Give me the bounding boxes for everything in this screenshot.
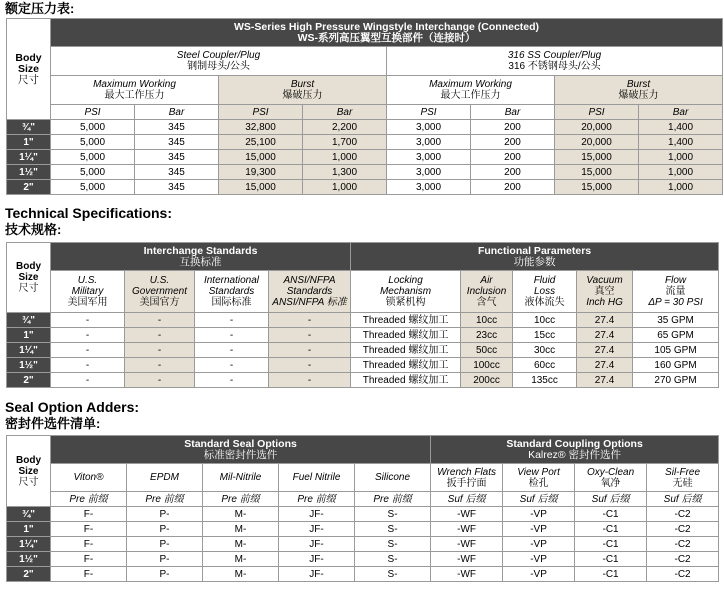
col-label: Mil-Nitrile: [219, 472, 262, 483]
table-cell: -VP: [503, 507, 575, 522]
table-cell: 1,700: [303, 135, 387, 150]
table-cell: 60cc: [513, 358, 577, 373]
col-label: Vacuum: [586, 275, 623, 286]
standard-seal-options-label: Standard Seal Options: [184, 437, 297, 450]
bar-unit: Bar: [471, 105, 555, 120]
prefix-label: Pre 前缀: [279, 492, 355, 507]
ss-coupler-header: [387, 47, 723, 76]
table-cell: 15cc: [513, 328, 577, 343]
col-flow: [633, 271, 719, 313]
col-label-zh: 锁紧机构: [385, 297, 426, 308]
table-cell: -: [269, 313, 351, 328]
pressure-table-header: [51, 19, 723, 47]
table-cell: 345: [135, 165, 219, 180]
col-label: ANSI/NFPA 标准: [272, 297, 347, 308]
table-cell: -: [195, 373, 269, 388]
prefix-label: Pre 前缀: [203, 492, 279, 507]
table-cell: 100cc: [461, 358, 513, 373]
col-label: ANSI/NFPA: [283, 275, 336, 286]
body-size-value: 1¼": [7, 150, 51, 165]
table-cell: 345: [135, 180, 219, 195]
body-size-value: 1": [7, 522, 51, 537]
psi-unit: PSI: [555, 105, 639, 120]
table-cell: 32,800: [219, 120, 303, 135]
table-cell: 3,000: [387, 180, 471, 195]
table-cell: S-: [355, 522, 431, 537]
psi-unit: PSI: [219, 105, 303, 120]
body-size-value: 2": [7, 180, 51, 195]
col-label: Sil-Free: [665, 466, 701, 478]
burst-header: [219, 76, 387, 105]
table-cell: 345: [135, 150, 219, 165]
table-cell: P-: [127, 522, 203, 537]
col-label: Silicone: [375, 472, 411, 483]
table-row: [7, 150, 723, 165]
col-label: ΔP = 30 PSI: [648, 297, 703, 308]
col-label: EPDM: [150, 472, 179, 483]
table-row: [7, 507, 719, 522]
max-working-label: Maximum Working: [93, 79, 176, 90]
table-cell: 1,000: [639, 180, 723, 195]
table-cell: 65 GPM: [633, 328, 719, 343]
table-cell: JF-: [279, 507, 355, 522]
table-cell: -VP: [503, 552, 575, 567]
table-cell: -: [125, 373, 195, 388]
table-cell: M-: [203, 552, 279, 567]
functional-params-label-zh: 功能参数: [513, 255, 556, 268]
table-cell: JF-: [279, 522, 355, 537]
table-cell: 20,000: [555, 120, 639, 135]
table-cell: 5,000: [51, 150, 135, 165]
ss-coupler-label-zh: 316 不锈钢母头/公头: [508, 61, 601, 72]
table-cell: M-: [203, 537, 279, 552]
table-cell: 1,400: [639, 120, 723, 135]
table-cell: 200: [471, 120, 555, 135]
table-cell: Threaded 螺纹加工: [351, 373, 461, 388]
table-row: [7, 328, 719, 343]
col-label: Fuel Nitrile: [292, 472, 341, 483]
table-cell: 15,000: [555, 150, 639, 165]
col-label-zh: 真空: [594, 286, 615, 297]
body-size-value: 1¼": [7, 537, 51, 552]
bar-unit: Bar: [639, 105, 723, 120]
table-cell: 5,000: [51, 165, 135, 180]
col-label-zh: 无硅: [672, 477, 693, 489]
table-cell: M-: [203, 567, 279, 582]
table-cell: 35 GPM: [633, 313, 719, 328]
table-cell: S-: [355, 537, 431, 552]
table-cell: -: [125, 328, 195, 343]
pressure-section-title: 额定压力表:: [5, 1, 75, 16]
body-size-value: 2": [7, 567, 51, 582]
standard-seal-options-header: [51, 436, 431, 464]
col-fuel-nitrile: [279, 464, 355, 492]
col-us-military: [51, 271, 125, 313]
table-cell: 200: [471, 165, 555, 180]
table-cell: 5,000: [51, 180, 135, 195]
table-cell: 27.4: [577, 328, 633, 343]
table-cell: 345: [135, 135, 219, 150]
seal-section-title-zh: 密封件选件清单:: [5, 416, 101, 431]
tech-section-title-zh: 技术规格:: [5, 222, 62, 237]
steel-coupler-label: Steel Coupler/Plug: [176, 50, 261, 61]
pressure-header-en: WS-Series High Pressure Wingstyle Interchange (Connected): [234, 20, 540, 33]
table-cell: 20,000: [555, 135, 639, 150]
table-cell: P-: [127, 552, 203, 567]
prefix-label: Pre 前缀: [355, 492, 431, 507]
steel-coupler-label-zh: 钢制母头/公头: [187, 61, 250, 72]
body-size-value: 1½": [7, 552, 51, 567]
col-label: Standards: [208, 286, 255, 297]
table-cell: 200: [471, 150, 555, 165]
table-cell: 270 GPM: [633, 373, 719, 388]
standard-seal-options-label-zh: 标准密封件选件: [203, 448, 278, 461]
table-row: [7, 567, 719, 582]
burst-header: [555, 76, 723, 105]
body-size-label-zh: 尺寸: [18, 73, 39, 86]
table-cell: 27.4: [577, 373, 633, 388]
table-cell: 1,000: [639, 165, 723, 180]
table-cell: -WF: [431, 507, 503, 522]
table-cell: -: [195, 358, 269, 373]
col-label-zh: 流量: [665, 286, 686, 297]
table-cell: 200cc: [461, 373, 513, 388]
table-cell: -C2: [647, 537, 719, 552]
col-sil-free: [647, 464, 719, 492]
burst-label: Burst: [626, 79, 651, 90]
table-cell: Threaded 螺纹加工: [351, 343, 461, 358]
steel-coupler-header: [51, 47, 387, 76]
table-cell: 15,000: [555, 165, 639, 180]
pressure-header-zh: WS-系列高压翼型互换部件（连接时）: [297, 31, 476, 44]
col-international-standards: [195, 271, 269, 313]
col-vacuum: [577, 271, 633, 313]
col-label: Locking: [388, 275, 423, 286]
col-ansi-nfpa: [269, 271, 351, 313]
table-cell: -C1: [575, 522, 647, 537]
col-fluid-loss: [513, 271, 577, 313]
table-cell: P-: [127, 507, 203, 522]
table-cell: -VP: [503, 567, 575, 582]
suffix-label: Suf 后缀: [647, 492, 719, 507]
seal-options-table: [6, 435, 719, 582]
col-oxy-clean: [575, 464, 647, 492]
col-label: Viton®: [73, 472, 104, 483]
col-label: Air: [480, 275, 493, 286]
functional-params-header: [351, 243, 719, 271]
table-cell: 15,000: [219, 150, 303, 165]
table-row: [7, 522, 719, 537]
table-cell: M-: [203, 507, 279, 522]
col-air-inclusion: [461, 271, 513, 313]
body-size-header: [7, 19, 51, 120]
max-working-label-zh: 最大工作压力: [440, 90, 501, 101]
burst-label-zh: 爆破压力: [618, 90, 659, 101]
table-cell: -WF: [431, 522, 503, 537]
col-label: International: [203, 275, 260, 286]
table-cell: -: [195, 343, 269, 358]
table-row: [7, 552, 719, 567]
table-cell: -WF: [431, 537, 503, 552]
max-working-label: Maximum Working: [429, 79, 512, 90]
max-working-header: [387, 76, 555, 105]
col-label-zh: 国际标准: [211, 297, 252, 308]
psi-unit: PSI: [387, 105, 471, 120]
body-size-label-zh: 尺寸: [18, 476, 39, 488]
table-cell: 3,000: [387, 135, 471, 150]
col-label-zh: 检孔: [528, 477, 549, 489]
table-cell: 50cc: [461, 343, 513, 358]
table-row: [7, 135, 723, 150]
col-label-zh: 扳手拧面: [446, 477, 487, 489]
table-cell: -: [125, 343, 195, 358]
table-row: [7, 373, 719, 388]
ss-coupler-label: 316 SS Coupler/Plug: [507, 50, 602, 61]
table-cell: JF-: [279, 567, 355, 582]
table-cell: -C2: [647, 567, 719, 582]
table-cell: -: [125, 358, 195, 373]
table-cell: -WF: [431, 567, 503, 582]
body-size-value: ¾": [7, 313, 51, 328]
table-row: [7, 537, 719, 552]
table-cell: 5,000: [51, 135, 135, 150]
body-size-value: 1": [7, 135, 51, 150]
col-label-zh: 美国官方: [139, 297, 180, 308]
table-cell: 345: [135, 120, 219, 135]
table-cell: -C2: [647, 552, 719, 567]
interchange-standards-label: Interchange Standards: [143, 244, 258, 257]
table-cell: Threaded 螺纹加工: [351, 328, 461, 343]
col-locking-mechanism: [351, 271, 461, 313]
table-cell: 3,000: [387, 120, 471, 135]
table-row: [7, 358, 719, 373]
table-cell: -C1: [575, 537, 647, 552]
table-cell: 10cc: [461, 313, 513, 328]
table-cell: 3,000: [387, 150, 471, 165]
col-label: Military: [71, 286, 104, 297]
col-label: Oxy-Clean: [586, 466, 635, 478]
interchange-standards-label-zh: 互换标准: [179, 255, 222, 268]
table-cell: -: [269, 328, 351, 343]
table-cell: 15,000: [219, 180, 303, 195]
table-cell: -: [195, 313, 269, 328]
col-label: Mechanism: [379, 286, 432, 297]
table-cell: P-: [127, 567, 203, 582]
max-working-label-zh: 最大工作压力: [104, 90, 165, 101]
table-cell: 200: [471, 135, 555, 150]
table-cell: 30cc: [513, 343, 577, 358]
bar-unit: Bar: [135, 105, 219, 120]
table-cell: 1,000: [303, 180, 387, 195]
psi-unit: PSI: [51, 105, 135, 120]
max-working-header: [51, 76, 219, 105]
table-cell: Threaded 螺纹加工: [351, 358, 461, 373]
col-label: Wrench Flats: [437, 466, 497, 478]
functional-params-label: Functional Parameters: [477, 244, 592, 257]
col-label: View Port: [517, 466, 560, 478]
standard-coupling-options-label: Standard Coupling Options: [506, 437, 643, 450]
pressure-ratings-table: [6, 18, 723, 195]
col-label: Fluid: [533, 275, 556, 286]
col-label: U.S.: [149, 275, 170, 286]
table-cell: -: [269, 343, 351, 358]
col-label-zh: 美国军用: [67, 297, 108, 308]
table-cell: F-: [51, 552, 127, 567]
burst-label-zh: 爆破压力: [282, 90, 323, 101]
prefix-label: Pre 前缀: [127, 492, 203, 507]
table-cell: JF-: [279, 552, 355, 567]
col-mil-nitrile: [203, 464, 279, 492]
table-cell: 25,100: [219, 135, 303, 150]
table-cell: 27.4: [577, 343, 633, 358]
table-row: [7, 313, 719, 328]
table-cell: -C1: [575, 552, 647, 567]
col-label: Flow: [664, 275, 687, 286]
table-cell: 200: [471, 180, 555, 195]
table-cell: F-: [51, 522, 127, 537]
body-size-value: 1": [7, 328, 51, 343]
col-us-government: [125, 271, 195, 313]
suffix-label: Suf 后缀: [575, 492, 647, 507]
body-size-label-zh: 尺寸: [18, 283, 39, 294]
table-cell: 135cc: [513, 373, 577, 388]
body-size-value: 1¼": [7, 343, 51, 358]
table-cell: 1,400: [639, 135, 723, 150]
table-cell: 5,000: [51, 120, 135, 135]
table-cell: -: [51, 373, 125, 388]
body-size-label: Body Size: [16, 454, 41, 477]
table-cell: -: [51, 343, 125, 358]
table-cell: -C1: [575, 507, 647, 522]
table-cell: JF-: [279, 537, 355, 552]
col-label: Inch HG: [586, 297, 623, 308]
table-cell: F-: [51, 567, 127, 582]
body-size-value: 1½": [7, 358, 51, 373]
table-cell: -VP: [503, 522, 575, 537]
table-cell: -: [195, 328, 269, 343]
table-cell: P-: [127, 537, 203, 552]
table-cell: 105 GPM: [633, 343, 719, 358]
col-label: Government: [131, 286, 188, 297]
table-cell: -C1: [575, 567, 647, 582]
table-cell: S-: [355, 567, 431, 582]
table-cell: 1,000: [303, 150, 387, 165]
col-label: Standards: [286, 286, 333, 297]
col-label-zh: 液体流失: [524, 297, 565, 308]
body-size-label: Body Size: [16, 261, 41, 283]
table-cell: -WF: [431, 552, 503, 567]
col-epdm: [127, 464, 203, 492]
col-wrench-flats: [431, 464, 503, 492]
table-cell: 15,000: [555, 180, 639, 195]
table-cell: -: [51, 313, 125, 328]
interchange-standards-header: [51, 243, 351, 271]
table-row: [7, 120, 723, 135]
standard-coupling-options-label-zh: Kalrez® 密封件选件: [528, 448, 622, 461]
table-cell: -: [269, 373, 351, 388]
col-label-zh: 含气: [476, 297, 497, 308]
col-label: Inclusion: [466, 286, 507, 297]
burst-label: Burst: [290, 79, 315, 90]
table-cell: -: [51, 328, 125, 343]
col-label-zh: 氧净: [600, 477, 621, 489]
body-size-value: 1½": [7, 165, 51, 180]
col-label: Loss: [533, 286, 556, 297]
prefix-label: Pre 前缀: [51, 492, 127, 507]
table-cell: -C2: [647, 507, 719, 522]
table-cell: 19,300: [219, 165, 303, 180]
body-size-header: [7, 436, 51, 507]
bar-unit: Bar: [303, 105, 387, 120]
table-cell: M-: [203, 522, 279, 537]
table-cell: 1,300: [303, 165, 387, 180]
table-cell: -VP: [503, 537, 575, 552]
table-row: [7, 180, 723, 195]
table-cell: S-: [355, 507, 431, 522]
table-cell: 2,200: [303, 120, 387, 135]
table-cell: -C2: [647, 522, 719, 537]
technical-specs-table: [6, 242, 719, 388]
standard-coupling-options-header: [431, 436, 719, 464]
table-cell: 27.4: [577, 313, 633, 328]
col-label: U.S.: [77, 275, 98, 286]
table-cell: Threaded 螺纹加工: [351, 313, 461, 328]
table-row: [7, 343, 719, 358]
table-cell: 1,000: [639, 150, 723, 165]
table-cell: -: [125, 313, 195, 328]
table-cell: F-: [51, 537, 127, 552]
suffix-label: Suf 后缀: [503, 492, 575, 507]
table-cell: 3,000: [387, 165, 471, 180]
suffix-label: Suf 后缀: [431, 492, 503, 507]
table-cell: -: [269, 358, 351, 373]
body-size-value: 2": [7, 373, 51, 388]
table-cell: F-: [51, 507, 127, 522]
col-view-port: [503, 464, 575, 492]
seal-section-title: Seal Option Adders:: [5, 399, 140, 415]
table-cell: S-: [355, 552, 431, 567]
body-size-label: Body Size: [15, 51, 42, 75]
col-viton: [51, 464, 127, 492]
table-cell: 160 GPM: [633, 358, 719, 373]
table-row: [7, 165, 723, 180]
tech-section-title: Technical Specifications:: [5, 205, 173, 221]
body-size-value: ¾": [7, 507, 51, 522]
body-size-value: ¾": [7, 120, 51, 135]
table-cell: 27.4: [577, 358, 633, 373]
table-cell: -: [51, 358, 125, 373]
table-cell: 23cc: [461, 328, 513, 343]
table-cell: 10cc: [513, 313, 577, 328]
body-size-header: [7, 243, 51, 313]
col-silicone: [355, 464, 431, 492]
